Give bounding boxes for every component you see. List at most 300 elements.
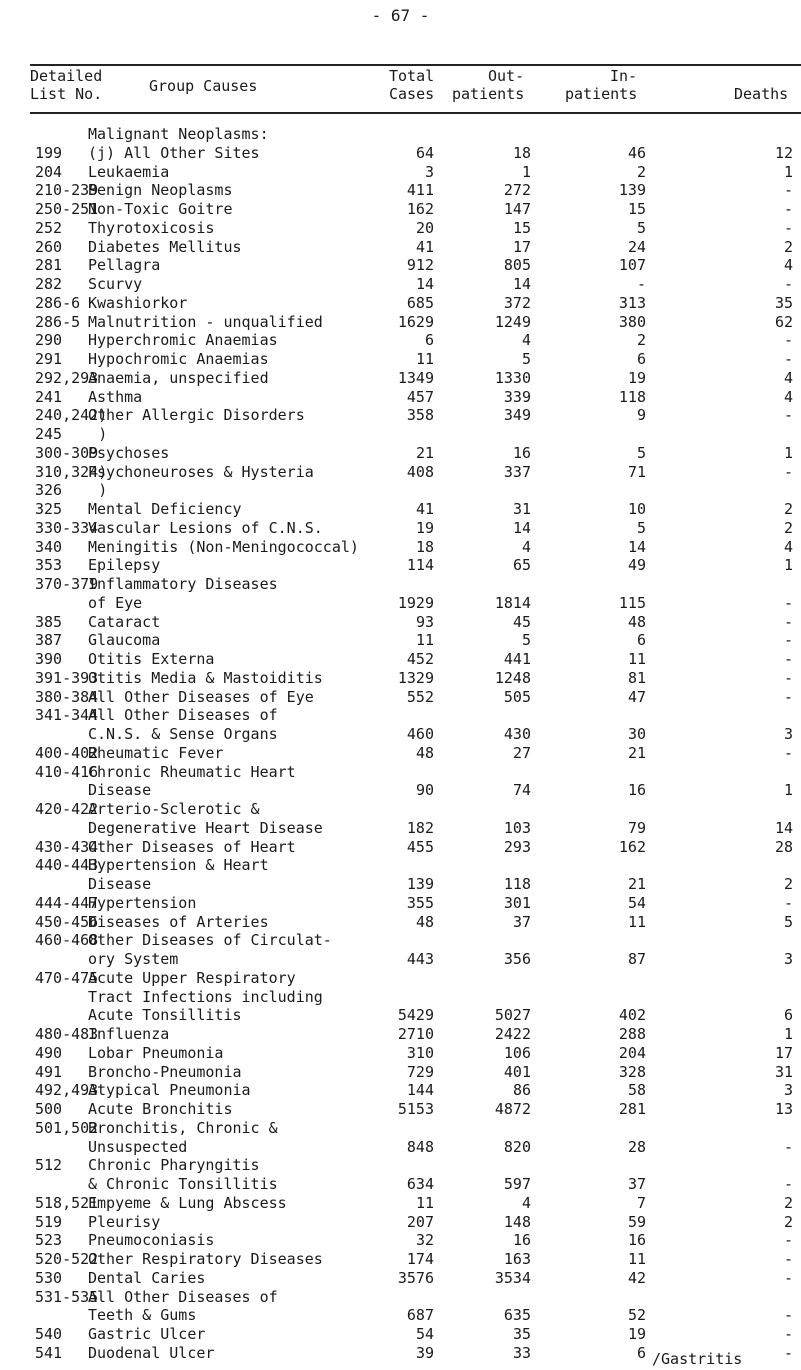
out-patients-cell: 820 [503, 1137, 531, 1156]
gastritis-note: /Gastritis [652, 1350, 743, 1368]
in-patients-cell: 6 [636, 350, 646, 368]
in-patients-cell: 11 [627, 912, 646, 931]
in-patients-cell: 42 [627, 1268, 646, 1287]
group-cause-cell: of Eye [88, 593, 143, 612]
group-cause-cell: Gastric Ulcer [88, 1325, 206, 1343]
total-cases-cell: 5429 [397, 1006, 434, 1025]
out-patients-cell: 272 [503, 181, 531, 200]
list-number-cell: 310,324) [35, 462, 108, 481]
list-number-cell: 430-434 [35, 837, 99, 856]
out-patients-cell: 4 [521, 331, 531, 350]
out-patients-cell: 37 [512, 912, 531, 931]
group-cause-cell: Rheumatic Fever [88, 743, 224, 762]
deaths-cell: 35 [774, 293, 793, 312]
total-cases-cell: 21 [415, 443, 434, 462]
out-patients-cell: 4872 [494, 1100, 531, 1118]
out-patients-cell: 1249 [494, 312, 531, 331]
group-cause-cell: Atypical Pneumonia [88, 1081, 251, 1100]
out-patients-cell: 1814 [494, 593, 531, 612]
group-cause-cell: Tract Infections including [88, 987, 323, 1006]
list-number-cell: 518,521 [35, 1193, 99, 1212]
list-number-cell: 460-468 [35, 931, 99, 950]
group-cause-cell: Bronchitis, Chronic & [88, 1118, 278, 1137]
header-group-causes: Group Causes [149, 77, 258, 95]
group-cause-cell: Disease [88, 781, 152, 800]
deaths-cell: 12 [774, 143, 793, 162]
in-patients-cell: 10 [627, 500, 646, 518]
in-patients-cell: 2 [636, 162, 646, 181]
list-number-cell: 326 ) [35, 481, 108, 500]
in-patients-cell: 288 [618, 1025, 646, 1043]
out-patients-cell: 4 [521, 1193, 531, 1212]
out-patients-cell: 372 [503, 293, 531, 312]
total-cases-cell: 162 [406, 200, 434, 218]
in-patients-cell: 15 [627, 200, 646, 218]
group-cause-cell: Disease [88, 875, 152, 893]
deaths-cell: - [783, 1343, 793, 1362]
out-patients-cell: 293 [503, 837, 531, 856]
out-patients-cell: 441 [503, 650, 531, 668]
deaths-cell: - [783, 331, 793, 350]
out-patients-cell: 5 [521, 350, 531, 368]
page-number: - 67 - [371, 6, 430, 25]
header-out-line1: Out- [488, 67, 525, 85]
in-patients-cell: 5 [636, 218, 646, 237]
total-cases-cell: 11 [415, 1193, 434, 1212]
total-cases-cell: 411 [406, 181, 434, 200]
total-cases-cell: 144 [406, 1081, 434, 1100]
list-number-cell: 260 [35, 237, 63, 256]
total-cases-cell: 11 [415, 631, 434, 650]
out-patients-cell: 337 [503, 462, 531, 481]
deaths-cell: 3 [783, 725, 793, 743]
in-patients-cell: 16 [627, 781, 646, 800]
list-number-cell: 325 [35, 500, 63, 518]
in-patients-cell: 49 [627, 556, 646, 575]
in-patients-cell: 402 [618, 1006, 646, 1025]
in-patients-cell: 47 [627, 687, 646, 706]
total-cases-cell: 182 [406, 818, 434, 837]
total-cases-cell: 6 [424, 331, 434, 350]
out-patients-cell: 5027 [494, 1006, 531, 1025]
total-cases-cell: 355 [406, 893, 434, 912]
out-patients-cell: 17 [512, 237, 531, 256]
group-cause-cell: Other Diseases of Heart [88, 837, 296, 856]
deaths-cell: - [783, 687, 793, 706]
out-patients-cell: 31 [512, 500, 531, 518]
out-patients-cell: 635 [503, 1306, 531, 1325]
deaths-cell: 13 [774, 1100, 793, 1118]
header-total-line1: Total [389, 67, 435, 85]
group-cause-cell: Pellagra [88, 256, 161, 275]
list-number-cell: 480-483 [35, 1025, 99, 1043]
in-patients-cell: 16 [627, 1231, 646, 1250]
deaths-cell: 5 [783, 912, 793, 931]
group-cause-cell: Hypertension & Heart [88, 856, 269, 875]
list-number-cell: 281 [35, 256, 63, 275]
group-cause-cell: Unsuspected [88, 1137, 188, 1156]
deaths-cell: 3 [783, 1081, 793, 1100]
total-cases-cell: 687 [406, 1306, 434, 1325]
total-cases-cell: 93 [415, 612, 434, 631]
list-number-cell: 444-447 [35, 893, 99, 912]
group-cause-cell: Dental Caries [88, 1268, 206, 1287]
out-patients-cell: 16 [512, 443, 531, 462]
list-number-cell: 519 [35, 1212, 63, 1231]
out-patients-cell: 339 [503, 387, 531, 406]
list-number-cell: 470-475 [35, 968, 99, 987]
list-number-cell: 450-456 [35, 912, 99, 931]
list-number-cell: 286-5 [35, 312, 81, 331]
total-cases-cell: 408 [406, 462, 434, 481]
group-cause-cell: Degenerative Heart Disease [88, 818, 323, 837]
total-cases-cell: 1349 [397, 368, 434, 387]
deaths-cell: - [783, 593, 793, 612]
in-patients-cell: 281 [618, 1100, 646, 1118]
deaths-cell: 2 [783, 875, 793, 893]
group-cause-cell: ory System [88, 950, 179, 968]
deaths-cell: 1 [783, 1025, 793, 1043]
deaths-cell: - [783, 218, 793, 237]
group-cause-cell: Broncho-Pneumonia [88, 1062, 242, 1081]
in-patients-cell: 107 [618, 256, 646, 275]
group-cause-cell: All Other Diseases of Eye [88, 687, 314, 706]
total-cases-cell: 39 [415, 1343, 434, 1362]
list-number-cell: 391-393 [35, 668, 99, 687]
list-number-cell: 330-334 [35, 518, 99, 537]
out-patients-cell: 148 [503, 1212, 531, 1231]
group-cause-cell: Diseases of Arteries [88, 912, 269, 931]
out-patients-cell: 3534 [494, 1268, 531, 1287]
group-cause-cell: Teeth & Gums [88, 1306, 197, 1325]
list-number-cell: 520-522 [35, 1250, 99, 1268]
group-cause-cell: Otitis Externa [88, 650, 215, 668]
total-cases-cell: 457 [406, 387, 434, 406]
list-number-cell: 282 [35, 275, 63, 293]
group-cause-cell: All Other Diseases of [88, 706, 278, 725]
out-patients-cell: 35 [512, 1325, 531, 1343]
list-number-cell: 387 [35, 631, 63, 650]
deaths-cell: 1 [783, 781, 793, 800]
in-patients-cell: 52 [627, 1306, 646, 1325]
out-patients-cell: 27 [512, 743, 531, 762]
group-cause-cell: Chronic Rheumatic Heart [88, 762, 296, 781]
out-patients-cell: 118 [503, 875, 531, 893]
group-cause-cell: Acute Tonsillitis [88, 1006, 242, 1025]
list-number-cell: 300-309 [35, 443, 99, 462]
out-patients-cell: 2422 [494, 1025, 531, 1043]
total-cases-cell: 207 [406, 1212, 434, 1231]
group-cause-cell: (j) All Other Sites [88, 143, 260, 162]
list-number-cell: 340 [35, 537, 63, 556]
deaths-cell: 4 [783, 256, 793, 275]
deaths-cell: 14 [774, 818, 793, 837]
total-cases-cell: 848 [406, 1137, 434, 1156]
in-patients-cell: - [636, 275, 646, 293]
group-cause-cell: Psychoneuroses & Hysteria [88, 462, 314, 481]
total-cases-cell: 912 [406, 256, 434, 275]
out-patients-cell: 14 [512, 275, 531, 293]
in-patients-cell: 118 [618, 387, 646, 406]
group-cause-cell: Influenza [88, 1025, 170, 1043]
total-cases-cell: 114 [406, 556, 434, 575]
group-cause-cell: Diabetes Mellitus [88, 237, 242, 256]
out-patients-cell: 1 [521, 162, 531, 181]
group-cause-cell: Inflammatory Diseases [88, 575, 278, 593]
total-cases-cell: 685 [406, 293, 434, 312]
in-patients-cell: 115 [618, 593, 646, 612]
out-patients-cell: 1248 [494, 668, 531, 687]
out-patients-cell: 805 [503, 256, 531, 275]
group-cause-cell: Vascular Lesions of C.N.S. [88, 518, 323, 537]
total-cases-cell: 1329 [397, 668, 434, 687]
in-patients-cell: 139 [618, 181, 646, 200]
group-cause-cell: Malnutrition - unqualified [88, 312, 323, 331]
deaths-cell: 17 [774, 1043, 793, 1062]
group-cause-cell: Anaemia, unspecified [88, 368, 269, 387]
out-patients-cell: 5 [521, 631, 531, 650]
out-patients-cell: 356 [503, 950, 531, 968]
in-patients-cell: 19 [627, 1325, 646, 1343]
in-patients-cell: 30 [627, 725, 646, 743]
in-patients-cell: 11 [627, 1250, 646, 1268]
in-patients-cell: 28 [627, 1137, 646, 1156]
header-list-no-line1: Detailed [30, 67, 103, 85]
in-patients-cell: 54 [627, 893, 646, 912]
total-cases-cell: 48 [415, 912, 434, 931]
list-number-cell: 530 [35, 1268, 63, 1287]
deaths-cell: 62 [774, 312, 793, 331]
total-cases-cell: 460 [406, 725, 434, 743]
total-cases-cell: 3 [424, 162, 434, 181]
in-patients-cell: 2 [636, 331, 646, 350]
list-number-cell: 353 [35, 556, 63, 575]
deaths-cell: 1 [783, 162, 793, 181]
list-number-cell: 500 [35, 1100, 63, 1118]
list-number-cell: 291 [35, 350, 63, 368]
group-cause-cell: Hyperchromic Anaemias [88, 331, 278, 350]
total-cases-cell: 19 [415, 518, 434, 537]
header-rule [30, 112, 801, 114]
list-number-cell: 210-239 [35, 181, 99, 200]
in-patients-cell: 328 [618, 1062, 646, 1081]
list-number-cell: 540 [35, 1325, 63, 1343]
group-cause-cell: Other Diseases of Circulat- [88, 931, 332, 950]
group-cause-cell: Malignant Neoplasms: [88, 125, 269, 143]
total-cases-cell: 1629 [397, 312, 434, 331]
group-cause-cell: Acute Upper Respiratory [88, 968, 296, 987]
group-cause-cell: Thyrotoxicosis [88, 218, 215, 237]
group-cause-cell: Cataract [88, 612, 161, 631]
list-number-cell: 390 [35, 650, 63, 668]
deaths-cell: 2 [783, 518, 793, 537]
in-patients-cell: 19 [627, 368, 646, 387]
deaths-cell: 4 [783, 368, 793, 387]
group-cause-cell: Acute Bronchitis [88, 1100, 233, 1118]
in-patients-cell: 71 [627, 462, 646, 481]
deaths-cell: 2 [783, 237, 793, 256]
in-patients-cell: 6 [636, 631, 646, 650]
out-patients-cell: 349 [503, 406, 531, 425]
out-patients-cell: 18 [512, 143, 531, 162]
total-cases-cell: 41 [415, 237, 434, 256]
group-cause-cell: Meningitis (Non-Meningococcal) [88, 537, 359, 556]
total-cases-cell: 174 [406, 1250, 434, 1268]
group-cause-cell: Pneumoconiasis [88, 1231, 215, 1250]
deaths-cell: - [783, 1137, 793, 1156]
header-in-line2: patients [565, 85, 638, 103]
in-patients-cell: 380 [618, 312, 646, 331]
group-cause-cell: Benign Neoplasms [88, 181, 233, 200]
in-patients-cell: 37 [627, 1175, 646, 1193]
group-cause-cell: Psychoses [88, 443, 170, 462]
in-patients-cell: 7 [636, 1193, 646, 1212]
in-patients-cell: 87 [627, 950, 646, 968]
out-patients-cell: 401 [503, 1062, 531, 1081]
deaths-cell: - [783, 406, 793, 425]
out-patients-cell: 106 [503, 1043, 531, 1062]
total-cases-cell: 310 [406, 1043, 434, 1062]
deaths-cell: 3 [783, 950, 793, 968]
deaths-cell: 2 [783, 1212, 793, 1231]
deaths-cell: - [783, 743, 793, 762]
list-number-cell: 400-402 [35, 743, 99, 762]
deaths-cell: - [783, 1175, 793, 1193]
header-total-line2: Cases [389, 85, 435, 103]
deaths-cell: - [783, 1325, 793, 1343]
group-cause-cell: & Chronic Tonsillitis [88, 1175, 278, 1193]
group-cause-cell: Arterio-Sclerotic & [88, 800, 260, 818]
in-patients-cell: 58 [627, 1081, 646, 1100]
list-number-cell: 370-379 [35, 575, 99, 593]
total-cases-cell: 64 [415, 143, 434, 162]
list-number-cell: 250-251 [35, 200, 99, 218]
in-patients-cell: 21 [627, 875, 646, 893]
total-cases-cell: 20 [415, 218, 434, 237]
group-cause-cell: Asthma [88, 387, 143, 406]
out-patients-cell: 33 [512, 1343, 531, 1362]
list-number-cell: 199 [35, 143, 63, 162]
deaths-cell: 4 [783, 387, 793, 406]
list-number-cell: 245 ) [35, 425, 108, 443]
total-cases-cell: 11 [415, 350, 434, 368]
in-patients-cell: 21 [627, 743, 646, 762]
out-patients-cell: 301 [503, 893, 531, 912]
deaths-cell: - [783, 200, 793, 218]
out-patients-cell: 74 [512, 781, 531, 800]
group-cause-cell: Kwashiorkor [88, 293, 188, 312]
list-number-cell: 531-535 [35, 1287, 99, 1306]
list-number-cell: 523 [35, 1231, 63, 1250]
total-cases-cell: 2710 [397, 1025, 434, 1043]
list-number-cell: 491 [35, 1062, 63, 1081]
list-number-cell: 290 [35, 331, 63, 350]
header-out-line2: patients [452, 85, 525, 103]
in-patients-cell: 5 [636, 443, 646, 462]
list-number-cell: 501,502 [35, 1118, 99, 1137]
list-number-cell: 490 [35, 1043, 63, 1062]
out-patients-cell: 163 [503, 1250, 531, 1268]
list-number-cell: 541 [35, 1343, 63, 1362]
total-cases-cell: 552 [406, 687, 434, 706]
out-patients-cell: 45 [512, 612, 531, 631]
total-cases-cell: 14 [415, 275, 434, 293]
list-number-cell: 292,293 [35, 368, 99, 387]
group-cause-cell: Scurvy [88, 275, 143, 293]
in-patients-cell: 81 [627, 668, 646, 687]
group-cause-cell: Other Allergic Disorders [88, 406, 305, 425]
total-cases-cell: 32 [415, 1231, 434, 1250]
out-patients-cell: 4 [521, 537, 531, 556]
group-cause-cell: C.N.S. & Sense Organs [88, 725, 278, 743]
list-number-cell: 512 [35, 1156, 63, 1175]
group-cause-cell: Duodenal Ulcer [88, 1343, 215, 1362]
deaths-cell: 1 [783, 443, 793, 462]
out-patients-cell: 65 [512, 556, 531, 575]
list-number-cell: 252 [35, 218, 63, 237]
header-deaths: Deaths [734, 85, 789, 103]
deaths-cell: - [783, 350, 793, 368]
total-cases-cell: 1929 [397, 593, 434, 612]
deaths-cell: 28 [774, 837, 793, 856]
in-patients-cell: 204 [618, 1043, 646, 1062]
group-cause-cell: Epilepsy [88, 556, 161, 575]
group-cause-cell: Hypertension [88, 893, 197, 912]
list-number-cell: 492,493 [35, 1081, 99, 1100]
in-patients-cell: 46 [627, 143, 646, 162]
in-patients-cell: 9 [636, 406, 646, 425]
deaths-cell: - [783, 668, 793, 687]
in-patients-cell: 24 [627, 237, 646, 256]
deaths-cell: - [783, 1250, 793, 1268]
list-number-cell: 385 [35, 612, 63, 631]
list-number-cell: 440-443 [35, 856, 99, 875]
list-number-cell: 240,242) [35, 406, 108, 425]
total-cases-cell: 358 [406, 406, 434, 425]
list-number-cell: 341-344 [35, 706, 99, 725]
in-patients-cell: 5 [636, 518, 646, 537]
list-number-cell: 241 [35, 387, 63, 406]
deaths-cell: - [783, 275, 793, 293]
deaths-cell: 1 [783, 556, 793, 575]
group-cause-cell: Chronic Pharyngitis [88, 1156, 260, 1175]
deaths-cell: 6 [783, 1006, 793, 1025]
deaths-cell: 31 [774, 1062, 793, 1081]
group-cause-cell: Empyeme & Lung Abscess [88, 1193, 287, 1212]
group-cause-cell: Lobar Pneumonia [88, 1043, 224, 1062]
total-cases-cell: 54 [415, 1325, 434, 1343]
list-number-cell: 380-384 [35, 687, 99, 706]
group-cause-cell: Non-Toxic Goitre [88, 200, 233, 218]
list-number-cell: 286-6 [35, 293, 81, 312]
out-patients-cell: 86 [512, 1081, 531, 1100]
group-cause-cell: Hypochromic Anaemias [88, 350, 269, 368]
in-patients-cell: 48 [627, 612, 646, 631]
in-patients-cell: 14 [627, 537, 646, 556]
out-patients-cell: 15 [512, 218, 531, 237]
total-cases-cell: 90 [415, 781, 434, 800]
deaths-cell: 2 [783, 500, 793, 518]
deaths-cell: - [783, 1268, 793, 1287]
total-cases-cell: 634 [406, 1175, 434, 1193]
list-number-cell: 410-416 [35, 762, 99, 781]
out-patients-cell: 16 [512, 1231, 531, 1250]
deaths-cell: - [783, 893, 793, 912]
group-cause-cell: Mental Deficiency [88, 500, 242, 518]
out-patients-cell: 14 [512, 518, 531, 537]
in-patients-cell: 79 [627, 818, 646, 837]
total-cases-cell: 139 [406, 875, 434, 893]
